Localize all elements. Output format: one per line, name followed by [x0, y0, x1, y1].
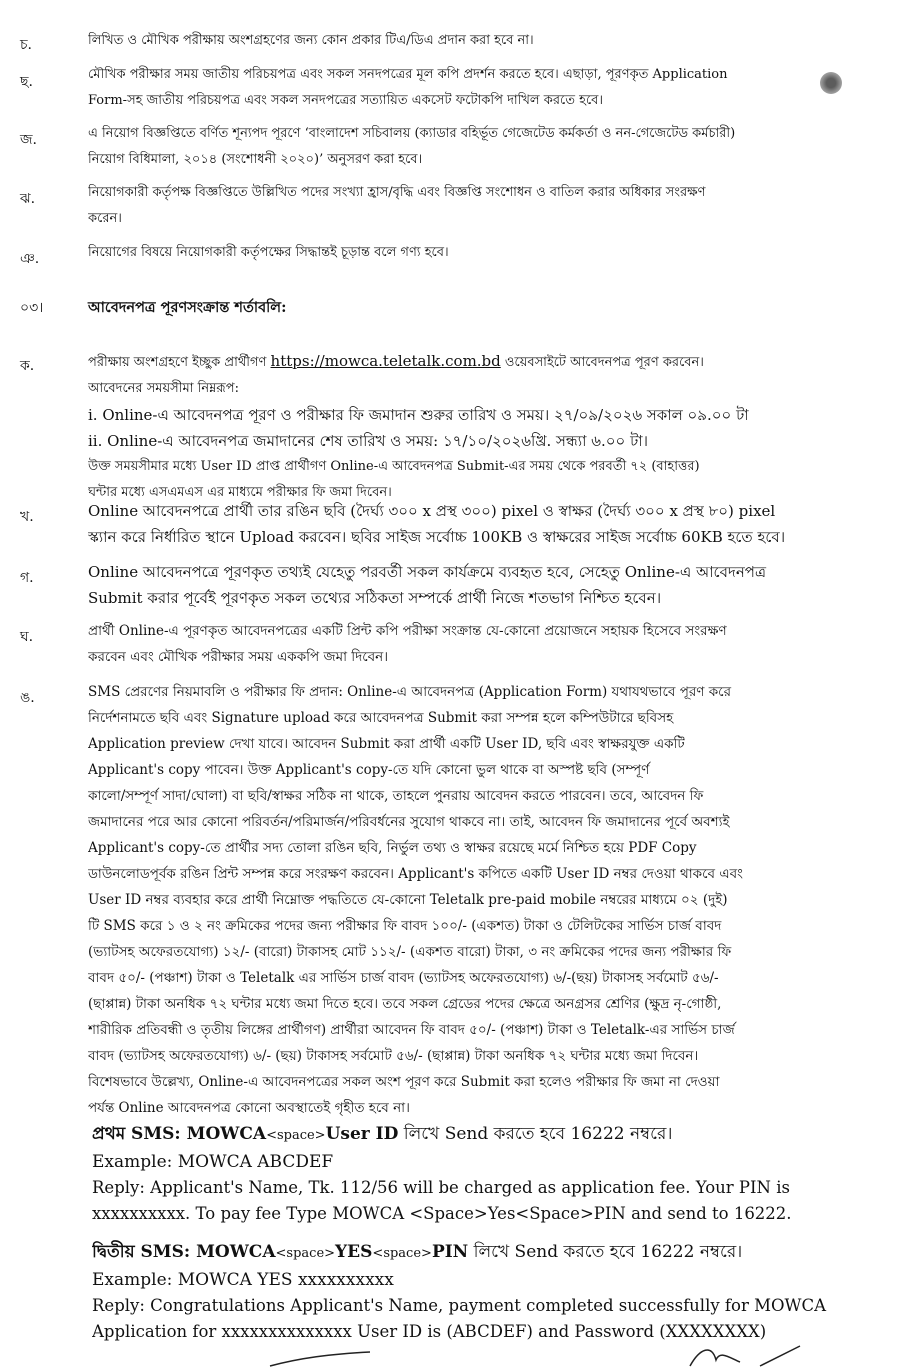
sms-first-instruction: [92, 1121, 870, 1149]
item-text: (ভ্যাটসহ অফেরতযোগ্য) ১২/- (বারো) টাকাসহ মোট ১১২/- (একশত বারো) টাকা, ৩ নং ক্রমিকের পদের জন্য পরীক্ষার ফি: [88, 944, 732, 960]
item-text: Form-সহ জাতীয় পরিচয়পত্র এবং সকল সনদপত্রের সত্যায়িত একসেট ফটোকপি দাখিল করতে হবে।: [88, 93, 604, 108]
item-text: স্ক্যান করে নির্ধারিত স্থানে Upload করবেন। ছবির সাইজ সর্বোচ্চ 100KB ও স্বাক্ষরের সাইজ সর্বোচ্চ 60KB হতে হবে।: [88, 528, 786, 546]
sms-first-reply: Reply: Applicant's Name, Tk. 112/56 will be charged as application fee. Your PIN is: [92, 1178, 790, 1197]
item-text: বাবদ (ভ্যাটসহ অফেরতযোগ্য) ৬/- (ছয়) টাকাসহ সর্বমোট ৫৬/- (ছাপ্পান্ন) টাকা অনধিক ৭২ ঘন্টার মধ্যে জমা দিবেন।: [88, 1048, 699, 1064]
item-text: SMS প্রেরণের নিয়মাবলি ও পরীক্ষার ফি প্রদান: Online-এ আবেদনপত্র (Application Form) যথাযথভাবে পূরণ করে: [88, 684, 732, 700]
item-text: প্রার্থী Online-এ পূরণকৃত আবেদনপত্রের একটি প্রিন্ট কপি পরীক্ষা সংক্রান্ত যে-কোনো প্রয়োজনে সহায়ক হিসেবে সংরক্ষণ: [88, 623, 727, 639]
sms-second-suffix: লিখে Send করতে হবে 16222 নম্বরে।: [468, 1242, 743, 1262]
signature-stroke-right: [690, 1346, 800, 1366]
item-text: করেন।: [88, 211, 122, 226]
item-text-pre: পরীক্ষায় অংশগ্রহণে ইচ্ছুক প্রার্থীগণ: [88, 355, 271, 370]
sms-first-prefix: প্রথম SMS: MOWCA: [92, 1124, 267, 1144]
item-text: নিয়োগকারী কর্তৃপক্ষ বিজ্ঞপ্তিতে উল্লিখিত পদের সংখ্যা হ্রাস/বৃদ্ধি এবং বিজ্ঞপ্তি সংশোধন ও বাতিল করার অধিকার সংরক্ষণ: [88, 185, 706, 200]
ink-blot-icon: [820, 72, 842, 94]
item-label: জ.: [20, 132, 37, 148]
section-title: আবেদনপত্র পূরণসংক্রান্ত শর্তাবলি:: [88, 299, 287, 316]
item-text: [88, 348, 870, 376]
sms-first-suffix: লিখে Send করতে হবে 16222 নম্বরে।: [398, 1124, 673, 1144]
item-text: পর্যন্ত Online আবেদনপত্র কোনো অবস্থাতেই গৃহীত হবে না।: [88, 1100, 410, 1116]
space-token: <space>: [275, 1246, 336, 1261]
sms-second-block: [92, 1239, 870, 1345]
item-text: এ নিয়োগ বিজ্ঞপ্তিতে বর্ণিত শূন্যপদ পূরণে ‘বাংলাদেশ সচিবালয় (ক্যাডার বহির্ভূত গেজেটেড কর্মকর্তা ও নন-গেজেটেড কর্মচারী): [88, 126, 736, 141]
item-text: বাবদ ৫০/- (পঞ্চাশ) টাকা ও Teletalk এর সার্ভিস চার্জ বাবদ (ভ্যাটসহ অফেরতযোগ্য) ৬/-(ছয়) টাকাসহ সর্বমোট ৫৬/-: [88, 970, 719, 986]
item-text: নির্দেশনামতে ছবি এবং Signature upload করে আবেদনপত্র Submit করা সম্পন্ন হলে কম্পিউটারে ছবিসহ: [88, 710, 674, 726]
item-text: User ID নম্বর ব্যবহার করে প্রার্থী নিম্নোক্ত পদ্ধতিতে যে-কোনো Teletalk pre-paid mobile নম্বরের মাধ্যমে ০২ (দুই): [88, 892, 728, 908]
item-text: করবেন এবং মৌখিক পরীক্ষার সময় এককপি জমা দিবেন।: [88, 649, 389, 665]
pin-token: PIN: [431, 1242, 469, 1262]
item-label: গ.: [20, 570, 34, 586]
item-text: টি SMS করে ১ ও ২ নং ক্রমিকের পদের জন্য পরীক্ষার ফি বাবদ ১০০/- (একশত) টাকা ও টেলিটকের সার্ভিস চার্জ বাবদ: [88, 918, 722, 934]
item-text: ii. Online-এ আবেদনপত্র জমাদানের শেষ তারিখ ও সময়: ১৭/১০/২০২৬খ্রি. সন্ধ্যা ৬.০০ টা।: [88, 432, 648, 450]
item-label: ঘ.: [20, 629, 34, 645]
sms-first-block: [92, 1121, 870, 1227]
section-number: ০৩।: [20, 300, 44, 316]
item-text: কালো/সম্পূর্ণ সাদা/ঘোলা) বা ছবি/স্বাক্ষর সঠিক না থাকে, তাহলে পুনরায় আবেদন করতে পারবেন। তবে, আবেদন ফি: [88, 788, 704, 804]
yes-token: YES: [335, 1242, 373, 1262]
item-text: নিয়োগ বিধিমালা, ২০১৪ (সংশোধনী ২০২০)’ অনুসরণ করা হবে।: [88, 152, 423, 167]
item-label: ঙ.: [20, 690, 35, 706]
item-label: ছ.: [20, 74, 33, 90]
signature-marks: [0, 1340, 900, 1367]
signature-stroke-left: [270, 1352, 370, 1366]
item-text: মৌখিক পরীক্ষার সময় জাতীয় পরিচয়পত্র এবং সকল সনদপত্রের মূল কপি প্রদর্শন করতে হবে। এছাড়া, পূরণকৃত Application: [88, 67, 728, 82]
item-label: ক.: [20, 358, 35, 374]
space-token: <space>: [372, 1246, 432, 1261]
item-text: Applicant's copy পাবেন। উক্ত Applicant's copy-তে যদি কোনো ভুল থাকে বা অস্পষ্ট ছবি (সম্পূর্ণ: [88, 762, 650, 778]
item-text: আবেদনের সময়সীমা নিম্নরূপ:: [88, 381, 239, 396]
item-text: Applicant's copy-তে প্রার্থীর সদ্য তোলা রঙিন ছবি, নির্ভুল তথ্য ও স্বাক্ষর রয়েছে মর্মে নিশ্চিত হয়ে PDF Copy: [88, 840, 697, 856]
sms-first-example: Example: MOWCA ABCDEF: [92, 1152, 334, 1172]
item-text: i. Online-এ আবেদনপত্র পূরণ ও পরীক্ষার ফি জমাদান শুরুর তারিখ ও সময়। ২৭/০৯/২০২৬ সকাল ০৯.০০ টা: [88, 406, 749, 424]
user-id-token: User ID: [325, 1124, 399, 1144]
item-label: ঞ.: [20, 251, 40, 267]
item-text: (ছাপ্পান্ন) টাকা অনধিক ৭২ ঘন্টার মধ্যে জমা দিতে হবে। তবে সকল গ্রেডের পদের ক্ষেত্রে অনগ্রসর শ্রেণির (ক্ষুদ্র নৃ-গোষ্ঠী,: [88, 996, 722, 1012]
section-heading: [20, 295, 880, 321]
item-text-post: ওয়েবসাইটে আবেদনপত্র পূরণ করবেন।: [500, 355, 704, 370]
item-text: উক্ত সময়সীমার মধ্যে User ID প্রাপ্ত প্রার্থীগণ Online-এ আবেদনপত্র Submit-এর সময় থেকে পরবর্তী ৭২ (বাহাত্তর): [88, 459, 700, 474]
item-text: বিশেষভাবে উল্লেখ্য, Online-এ আবেদনপত্রের সকল অংশ পূরণ করে Submit করা হলেও পরীক্ষার ফি জমা না দেওয়া: [88, 1074, 720, 1090]
space-token: <space>: [266, 1128, 326, 1143]
item-uo-body: [88, 679, 870, 1121]
item-text: ডাউনলোডপূর্বক রঙিন প্রিন্ট সম্পন্ন করে সংরক্ষণ করবেন। Applicant's কপিতে একটি User ID নম্বর দেওয়া থাকবে এবং: [88, 866, 743, 882]
item-text: শারীরিক প্রতিবন্ধী ও তৃতীয় লিঙ্গের প্রার্থীগণ) প্রার্থীরা আবেদন ফি বাবদ ৫০/- (পঞ্চাশ) টাকা ও Teletalk-এর সার্ভিস চার্জ: [88, 1022, 735, 1038]
item-text: Online আবেদনপত্রে পূরণকৃত তথ্যই যেহেতু পরবর্তী সকল কার্যক্রমে ব্যবহৃত হবে, সেহেতু Online-এ আবেদনপত্র: [88, 563, 766, 581]
item-label: খ.: [20, 509, 34, 525]
website-link[interactable]: https://mowca.teletalk.com.bd: [270, 352, 501, 370]
item-text: নিয়োগের বিষয়ে নিয়োগকারী কর্তৃপক্ষের সিদ্ধান্তই চূড়ান্ত বলে গণ্য হবে।: [88, 245, 449, 260]
item-text: Application preview দেখা যাবে। আবেদন Submit করা প্রার্থী একটি User ID, ছবি এবং স্বাক্ষরযুক্ত একটি: [88, 736, 685, 752]
sms-second-instruction: [92, 1239, 870, 1267]
item-label: ঝ.: [20, 191, 36, 207]
sms-second-prefix: দ্বিতীয় SMS: MOWCA: [92, 1242, 276, 1262]
item-text: Online আবেদনপত্রে প্রার্থী তার রঙিন ছবি (দৈর্ঘ্য ৩০০ x প্রস্থ ৩০০) pixel ও স্বাক্ষর (দৈর্ঘ্য ৩০০ x প্রস্থ ৮০) pixel: [88, 502, 776, 520]
item-text: ঘন্টার মধ্যে এসএমএস এর মাধ্যমে পরীক্ষার ফি জমা দিবেন।: [88, 485, 392, 500]
item-label: চ.: [20, 37, 33, 53]
sms-second-example: Example: MOWCA YES xxxxxxxxxx: [92, 1270, 394, 1290]
sms-second-reply-cont: Application for xxxxxxxxxxxxxx User ID is (ABCDEF) and Password (XXXXXXXX): [92, 1322, 767, 1341]
item-text: লিখিত ও মৌখিক পরীক্ষায় অংশগ্রহণের জন্য কোন প্রকার টিএ/ডিএ প্রদান করা হবে না।: [88, 33, 534, 48]
item-text: Submit করার পূর্বেই পূরণকৃত সকল তথ্যের সঠিকতা সম্পর্কে প্রার্থী নিজে শতভাগ নিশ্চিত হবেন।: [88, 589, 662, 607]
item-text: জমাদানের পরে আর কোনো পরিবর্তন/পরিমার্জন/পরিবর্ধনের সুযোগ থাকবে না। তাই, আবেদন ফি জমাদানের পূর্বে অবশ্যই: [88, 814, 730, 830]
sms-second-reply: Reply: Congratulations Applicant's Name, payment completed successfully for MOWCA: [92, 1296, 827, 1315]
sms-first-reply-cont: xxxxxxxxxx. To pay fee Type MOWCA <Space>Yes<Space>PIN and send to 16222.: [92, 1204, 792, 1223]
